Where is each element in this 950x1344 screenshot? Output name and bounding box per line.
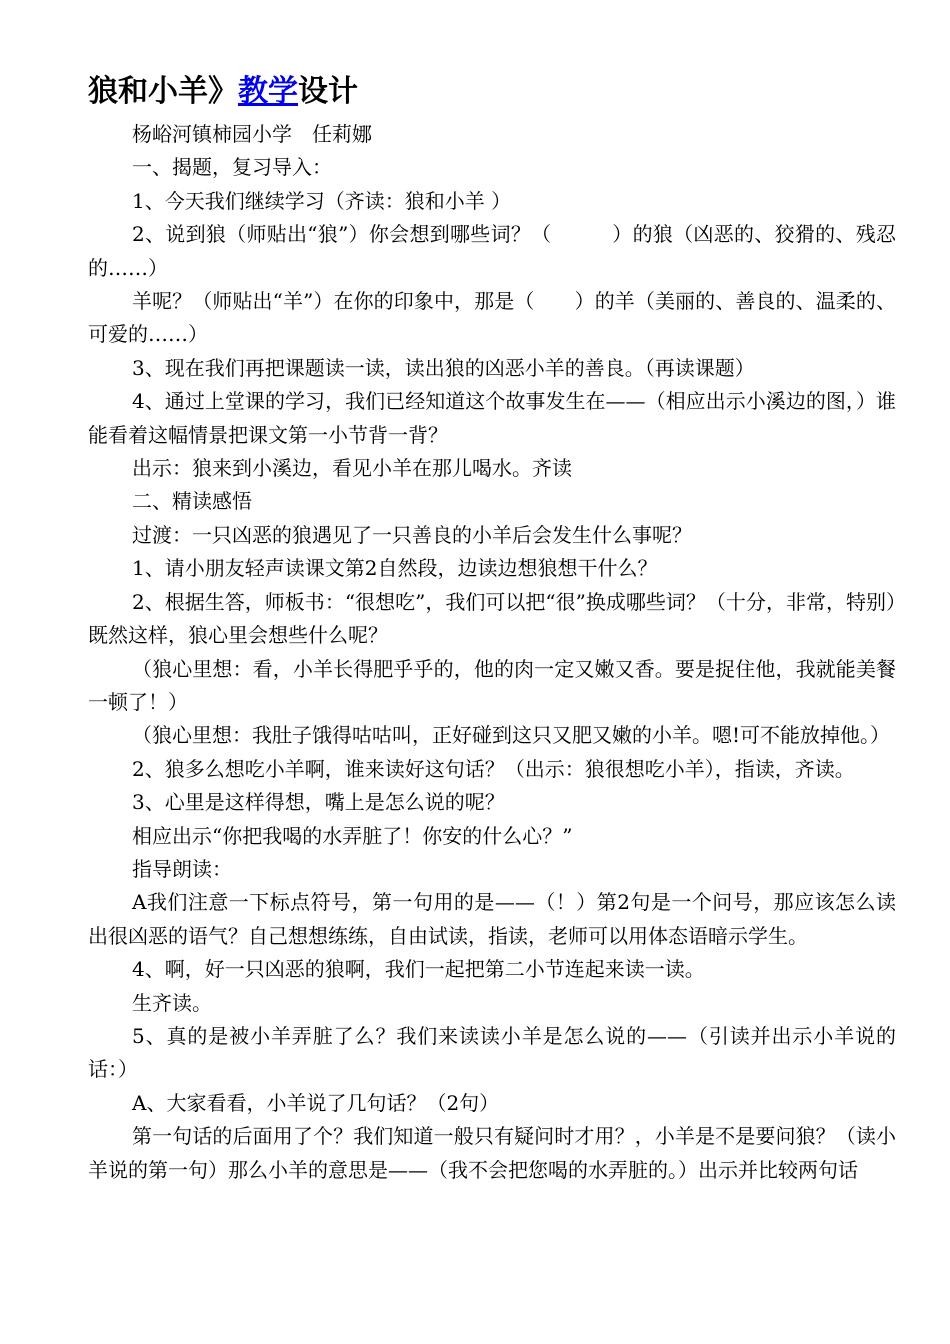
paragraph: 2、狼多么想吃小羊啊，谁来读好这句话？（出示：狼很想吃小羊），指读，齐读。 <box>132 756 855 781</box>
paragraph: 出示：狼来到小溪边，看见小羊在那儿喝水。齐读 <box>132 456 572 481</box>
paragraph: 生齐读。 <box>132 990 212 1015</box>
section-heading: 二、精读感悟 <box>132 489 252 514</box>
paragraph: 指导朗读： <box>132 856 232 881</box>
paragraph: 3、心里是这样得想，嘴上是怎么说的呢？ <box>132 790 505 815</box>
paragraph: 1、请小朋友轻声读课文第2自然段，边读边想狼想干什么？ <box>132 556 658 581</box>
section-heading: 一、揭题，复习导入： <box>132 155 332 180</box>
document-page <box>88 72 896 1187</box>
paragraph: 过渡：一只凶恶的狼遇见了一只善良的小羊后会发生什么事呢？ <box>132 522 692 547</box>
document-body <box>88 118 896 1187</box>
title-prefix: 狼和小羊》 <box>88 74 238 109</box>
paragraph: 5、真的是被小羊弄脏了么？我们来读读小羊是怎么说的——（引读并出示小羊说的话：） <box>88 1023 896 1082</box>
paragraph: 第一句话的后面用了个？我们知道一般只有疑问时才用？，小羊是不是要问狼？（读小羊说的第一句）那么小羊的意思是——（我不会把您喝的水弄脏的。）出示并比较两句话 <box>88 1124 896 1182</box>
author-line: 杨峪河镇柿园小学 任莉娜 <box>132 122 372 146</box>
paragraph: 4、啊，好一只凶恶的狼啊，我们一起把第二小节连起来读一读。 <box>132 957 705 982</box>
paragraph: （狼心里想：我肚子饿得咕咕叫，正好碰到这只又肥又嫩的小羊。嗯!可不能放掉他。） <box>132 723 891 748</box>
paragraph: 3、现在我们再把课题读一读，读出狼的凶恶小羊的善良。（再读课题） <box>132 355 755 380</box>
paragraph: 4、通过上堂课的学习，我们已经知道这个故事发生在——（相应出示小溪边的图，）谁能看着这幅情景把课文第一小节背一背？ <box>88 389 896 447</box>
paragraph: 羊呢？（师贴出“羊”）在你的印象中，那是（ ）的羊（美丽的、善良的、温柔的、可爱的……） <box>88 289 896 347</box>
document-title <box>88 72 896 112</box>
title-link[interactable]: 教学 <box>238 74 298 109</box>
paragraph: A我们注意一下标点符号，第一句用的是——（！）第2句是一个问号，那应该怎么读出很凶恶的语气？自己想想练练，自由试读，指读，老师可以用体态语暗示学生。 <box>88 890 896 948</box>
paragraph: 相应出示“你把我喝的水弄脏了！你安的什么心？” <box>132 823 573 848</box>
paragraph: 2、说到狼（师贴出“狼”）你会想到哪些词？（ ）的狼（凶恶的、狡猾的、残忍的……） <box>88 222 896 280</box>
paragraph: A、大家看看，小羊说了几句话？（2句） <box>132 1090 500 1115</box>
paragraph: 1、今天我们继续学习（齐读：狼和小羊 ） <box>132 188 512 213</box>
paragraph: 2、根据生答，师板书：“很想吃”，我们可以把“很”换成哪些词？（十分，非常，特别）既然这样，狼心里会想些什么呢？ <box>88 589 896 648</box>
paragraph: （狼心里想：看，小羊长得肥乎乎的，他的肉一定又嫩又香。要是捉住他，我就能美餐一顿了！） <box>88 656 896 714</box>
title-suffix: 设计 <box>298 74 358 109</box>
